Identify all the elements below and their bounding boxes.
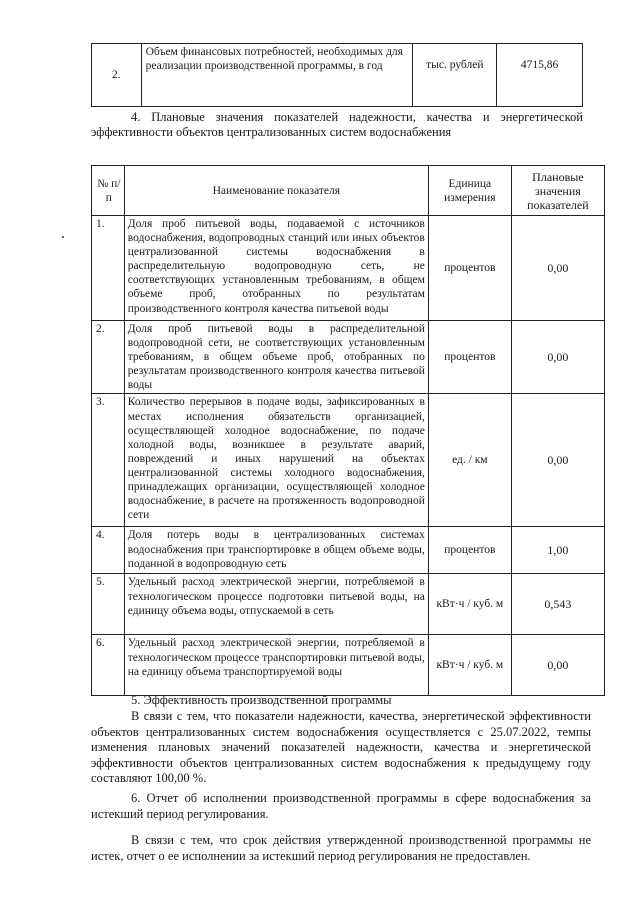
table-row (92, 574, 605, 635)
unit-cell: процентов (428, 527, 511, 574)
indicator-name: Удельный расход электрической энергии, потребляемой в технологическом процессе подготовки питьевой воды, на единицу объема воды, отпускаемой в сеть (124, 574, 428, 635)
value-cell: 0,00 (511, 321, 604, 394)
section-6-text: В связи с тем, что срок действия утвержденной производственной программы не истек, отчет о ее исполнении за истекший период регулирования не предоставлен. (91, 833, 591, 863)
section-5-heading: 5. Эффективность производственной программы (131, 693, 392, 707)
section-6-heading: 6. Отчет об исполнении производственной программы в сфере водоснабжения за истекший период регулирования. (91, 791, 591, 821)
row-number: 5. (92, 574, 125, 635)
table-row (92, 321, 605, 394)
value-cell: 0,543 (511, 574, 604, 635)
table-row (92, 216, 605, 321)
value-cell: 0,00 (511, 216, 604, 321)
value-cell: 0,00 (511, 635, 604, 696)
indicator-name: Доля проб питьевой воды в распределительной водопроводной сети, не соответствующих установленным требованиям, в общем объеме проб, отобранных по результатам производственного контроля качества питьевой воды (124, 321, 428, 394)
header-unit: Единица измерения (428, 166, 511, 216)
unit-cell: процентов (428, 216, 511, 321)
value-cell: 4715,86 (497, 44, 583, 107)
financial-needs-table (91, 43, 583, 107)
section-4-heading: 4. Плановые значения показателей надежности, качества и энергетической эффективности объектов централизованных систем водоснабжения (91, 110, 583, 139)
row-number: 2. (92, 321, 125, 394)
unit-cell: кВт·ч / куб. м (428, 574, 511, 635)
header-num: № п/п (92, 166, 125, 216)
table-row (92, 527, 605, 574)
table-row (92, 44, 583, 107)
table-row (92, 635, 605, 696)
scan-speck (62, 236, 64, 238)
row-number: 3. (92, 394, 125, 527)
unit-cell: кВт·ч / куб. м (428, 635, 511, 696)
indicator-name: Доля проб питьевой воды, подаваемой с источников водоснабжения, водопроводных станций или иных объектов централизованной системы водоснабжения в распределительную водопроводную сеть, не соответствующих установленным требованиям, в общем объеме проб, отобранных по результатам производственного контроля качества питьевой воды (124, 216, 428, 321)
row-number: 2. (92, 44, 142, 107)
value-cell: 0,00 (511, 394, 604, 527)
unit-cell: ед. / км (428, 394, 511, 527)
indicator-name: Доля потерь воды в централизованных системах водоснабжения при транспортировке в общем объеме воды, поданной в водопроводную сеть (124, 527, 428, 574)
header-value: Плановые значения показателей (511, 166, 604, 216)
indicator-name: Удельный расход электрической энергии, потребляемой в технологическом процессе транспортировки питьевой воды, на единицу объема транспортируемой воды (124, 635, 428, 696)
table-row (92, 394, 605, 527)
value-cell: 1,00 (511, 527, 604, 574)
unit-cell: тыс. рублей (413, 44, 497, 107)
section-5-text: В связи с тем, что показатели надежности, качества, энергетической эффективности объектов централизованных систем водоснабжения осуществляется с 25.07.2022, темпы изменения плановых значений показателей надежности, качества и энергетической эффективности объектов централизованных систем водоснабжения к предыдущему году составляют 100,00 %. (91, 709, 591, 785)
unit-cell: процентов (428, 321, 511, 394)
row-number: 4. (92, 527, 125, 574)
indicator-name: Количество перерывов в подаче воды, зафиксированных в местах исполнения обязательств организацией, осуществляющей холодное водоснабжение, по подаче холодной воды, возникшее в результате аварий, повреждений и иных нарушений на объектах централизованной системы холодного водоснабжения, принадлежащих организации, осуществляющей холодное водоснабжение, в расчете на протяженность водопроводной сети (124, 394, 428, 527)
indicator-name: Объем финансовых потребностей, необходимых для реализации производственной программы, в год (141, 44, 413, 107)
indicators-table (91, 165, 605, 696)
row-number: 6. (92, 635, 125, 696)
table-header-row (92, 166, 605, 216)
row-number: 1. (92, 216, 125, 321)
header-name: Наименование показателя (124, 166, 428, 216)
